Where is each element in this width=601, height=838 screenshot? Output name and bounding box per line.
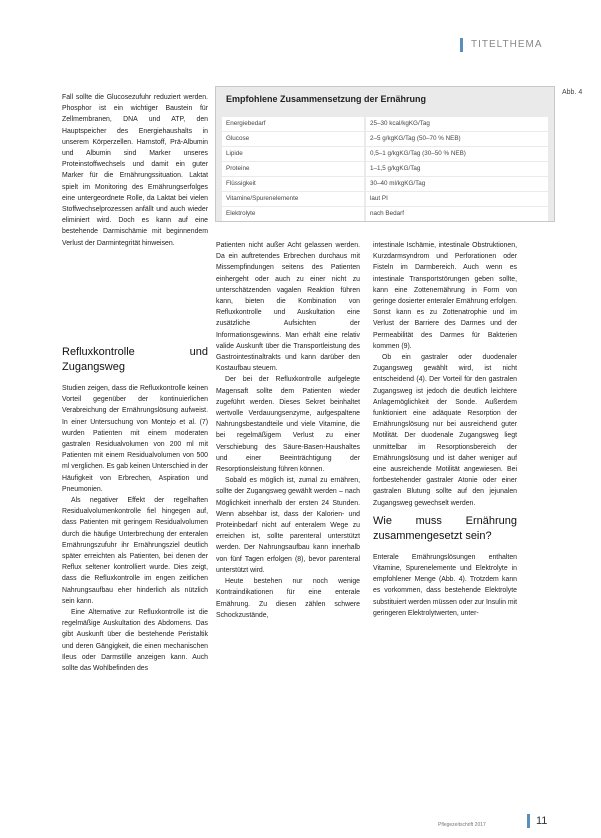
row-label: Glucose (226, 135, 250, 142)
row-label: Proteine (226, 165, 250, 172)
section-heading: Wie muss Ernährung zusammengesetzt sein? (373, 514, 517, 542)
row-value: 1–1,5 g/kgKG/Tag (370, 165, 421, 172)
paragraph: Ob ein gastraler oder duodenaler Zugangsweg gewählt wird, ist nicht entscheidend (4). Der Vorteil für den gastralen Zugangsweg ist jedoch die deutlich leichtere Anlagemöglichkeit der Sonde. Außerdem funktioniert eine adäquate Resorption der Ernährungslösung nur bei ausreichend guter Motilität. Der duodenale Zugangsweg liegt unmittelbar im Resorptionsbereich der Ernährungslösung und ist daher weniger auf eine ausreichende Motilität angewiesen. Bei fortbestehender gastraler Atonie oder einer gastralen Blutung sollte auf den jejunalen Zugangsweg gewechselt werden. (373, 354, 517, 507)
row-label: Vitamine/Spurenelemente (226, 195, 299, 202)
table-row (222, 132, 548, 146)
paragraph: Patienten nicht außer Acht gelassen werden. Da ein auftretendes Erbrechen durchaus mit Missempfindungen seitens des Patienten einhergeht oder auch zu einer nicht zu unterschätzenden vagalen Reaktion führen kann, bieten die Kombination von Refluxkontrolle und Auskultation eine zusätzliche Aufsichten der Informationsgewinns. Man erhält eine relativ valide Auskunft über die Transportleistung des Gastrointestinaltrakts und kann darüber den Kostaufbau steuern. (216, 242, 360, 373)
row-value: 0,5–1 g/kgKG/Tag (30–50 % NEB) (370, 150, 466, 157)
row-value: 25–30 kcal/kgKG/Tag (370, 120, 430, 127)
row-label: Flüssigkeit (226, 180, 256, 187)
table-row (222, 207, 548, 221)
table-row (222, 192, 548, 206)
table-row (222, 147, 548, 161)
journal-footer: Pflegezeitschrift 2017 (438, 822, 486, 828)
paragraph: Der bei der Refluxkontrolle aufgelegte Magensaft sollte dem Patienten wieder zugeführt werden. Dieses Sekret beinhaltet wertvolle Verdauungsenzyme, aufgespaltene Nahrungsbestandteile und viele Vitamine, die bei regelmäßigem Verlust zu einer Verschiebung des Säure-Basen-Haushaltes und einer Beeinträchtigung der Resorptionsleistung führen können. (216, 376, 360, 474)
paragraph: Eine Alternative zur Refluxkontrolle ist die regelmäßige Auskultation des Abdomens. Das gibt Auskunft über die bestehende Peristaltik und deren Gängigkeit, die einen mechanischen Ileus oder Darmstille anzeigen kann. Auch sollte das Wohlbefinden des (62, 609, 208, 673)
table-row (222, 117, 548, 131)
section-title: TITELTHEMA (460, 38, 601, 52)
row-value: 30–40 ml/kgKG/Tag (370, 180, 426, 187)
paragraph: intestinale Ischämie, intestinale Obstruktionen, Kurzdarmsyndrom und Perforationen oder Fisteln im Darmbereich. Auch wenn es intestinale Transportstörungen geben sollte, kann eine Zottenernährung in Form von geringe dosierter enteraler Ernährung erfolgen. Sonst kann es zu Zottenatrophie und im Verlust der Barriere des Darmes und der Permeabilität des Darmes für Bakterien kommen (9). (373, 242, 517, 350)
paragraph: Als negativer Effekt der regelhaften Residualvolumenkontrolle fiel hingegen auf, dass Patienten mit geringem Residualvolumen durch die häufige Unterbrechung der enteralen Ernährungszufuhr ihr Ernährungsziel deutlich später erreichten als Patienten, bei denen der Reflux seltener kontrolliert wurde. Dies zeigt, dass die Refluxkontrolle im engen zeitlichen Nahrungsaufbau eher hinderlich als nützlich sein kann. (62, 497, 208, 605)
row-label: Elektrolyte (226, 210, 256, 217)
row-value: laut PI (370, 195, 388, 202)
nutrition-table (215, 86, 555, 222)
paragraph: Enterale Ernährungslösungen enthalten Vitamine, Spurenelemente und Elektrolyte in empfohlener Menge (Abb. 4). Trotzdem kann es vorkommen, dass bestehende Elektrolyte substituiert werden müssen oder zur Insulin mit geringeren Elektrolytwerten, unter- (373, 553, 517, 617)
paragraph: Heute bestehen nur noch wenige Kontraindikationen für eine enterale Ernährung. Zu diesen zählen schwere Schockzustände, (216, 578, 360, 619)
row-value: 2–5 g/kgKG/Tag (50–70 % NEB) (370, 135, 461, 142)
row-label: Energiebedarf (226, 120, 266, 127)
row-label: Lipide (226, 150, 243, 157)
page-number: 11 (527, 814, 547, 828)
row-value: nach Bedarf (370, 210, 404, 217)
table-row (222, 162, 548, 176)
column-1-intro (62, 92, 208, 350)
paragraph: Sobald es möglich ist, zumal zu ernähren, sollte der Zugangsweg gewählt werden – nach Möglichkeit innerhalb der ersten 24 Stunden. Wenn absehbar ist, dass der Kalorien- und Proteinbedarf nicht auf enteralem Wege zu erreichen ist, sollte parenteral unterstützt werden. Der Nahrungsaufbau kann innerhalb von fünf Tagen erfolgen (8), bevor parenteral unterstützt wird. (216, 477, 360, 574)
column-1-body (62, 340, 208, 820)
figure-label: Abb. 4 (562, 89, 583, 96)
paragraph: Fall sollte die Glucosezufuhr reduziert werden. Phosphor ist ein wichtiger Baustein für Zellmembranen, DNA und ATP, den Hauptspeicher des Energiehaushalts in unserem Körperzellen. Harnstoff, Prä-Albumin und Albumin sind Marker unseres Proteinstoffwechsels und damit ein guter Marker für die Ernährungssituation. Laktat spielt im Monitoring des Ernährungserfolges eine untergeordnete Rolle, da Laktat bei vielen Stoffwechselprozessen anfällt und auch wieder eliminiert wird. Doch es kann auf eine bestehende Darmischämie mit beginnendem Verlust der Darmintegrität hinweisen. (62, 94, 208, 247)
table-title: Empfohlene Zusammensetzung der Ernährung (226, 94, 427, 104)
paragraph: Studien zeigen, dass die Refluxkontrolle keinen Vorteil gegenüber der kontinuierlichen Verabreichung der Ernährungslösung aufweist. In einer Untersuchung von Montejo et al. (7) wurden Patienten mit einem moderaten gastralen Residualvolumen von 200 ml mit Patienten mit einem Residualvolumen von 500 ml verglichen. Es gab keinen Unterschied in der Häufigkeit von Erbrechen, Aspiration und Pneumonien. (62, 385, 208, 493)
column-3 (373, 240, 517, 820)
column-2 (216, 240, 360, 820)
section-heading: Refluxkontrolle und Zugangsweg (62, 346, 208, 373)
table-row (222, 177, 548, 191)
